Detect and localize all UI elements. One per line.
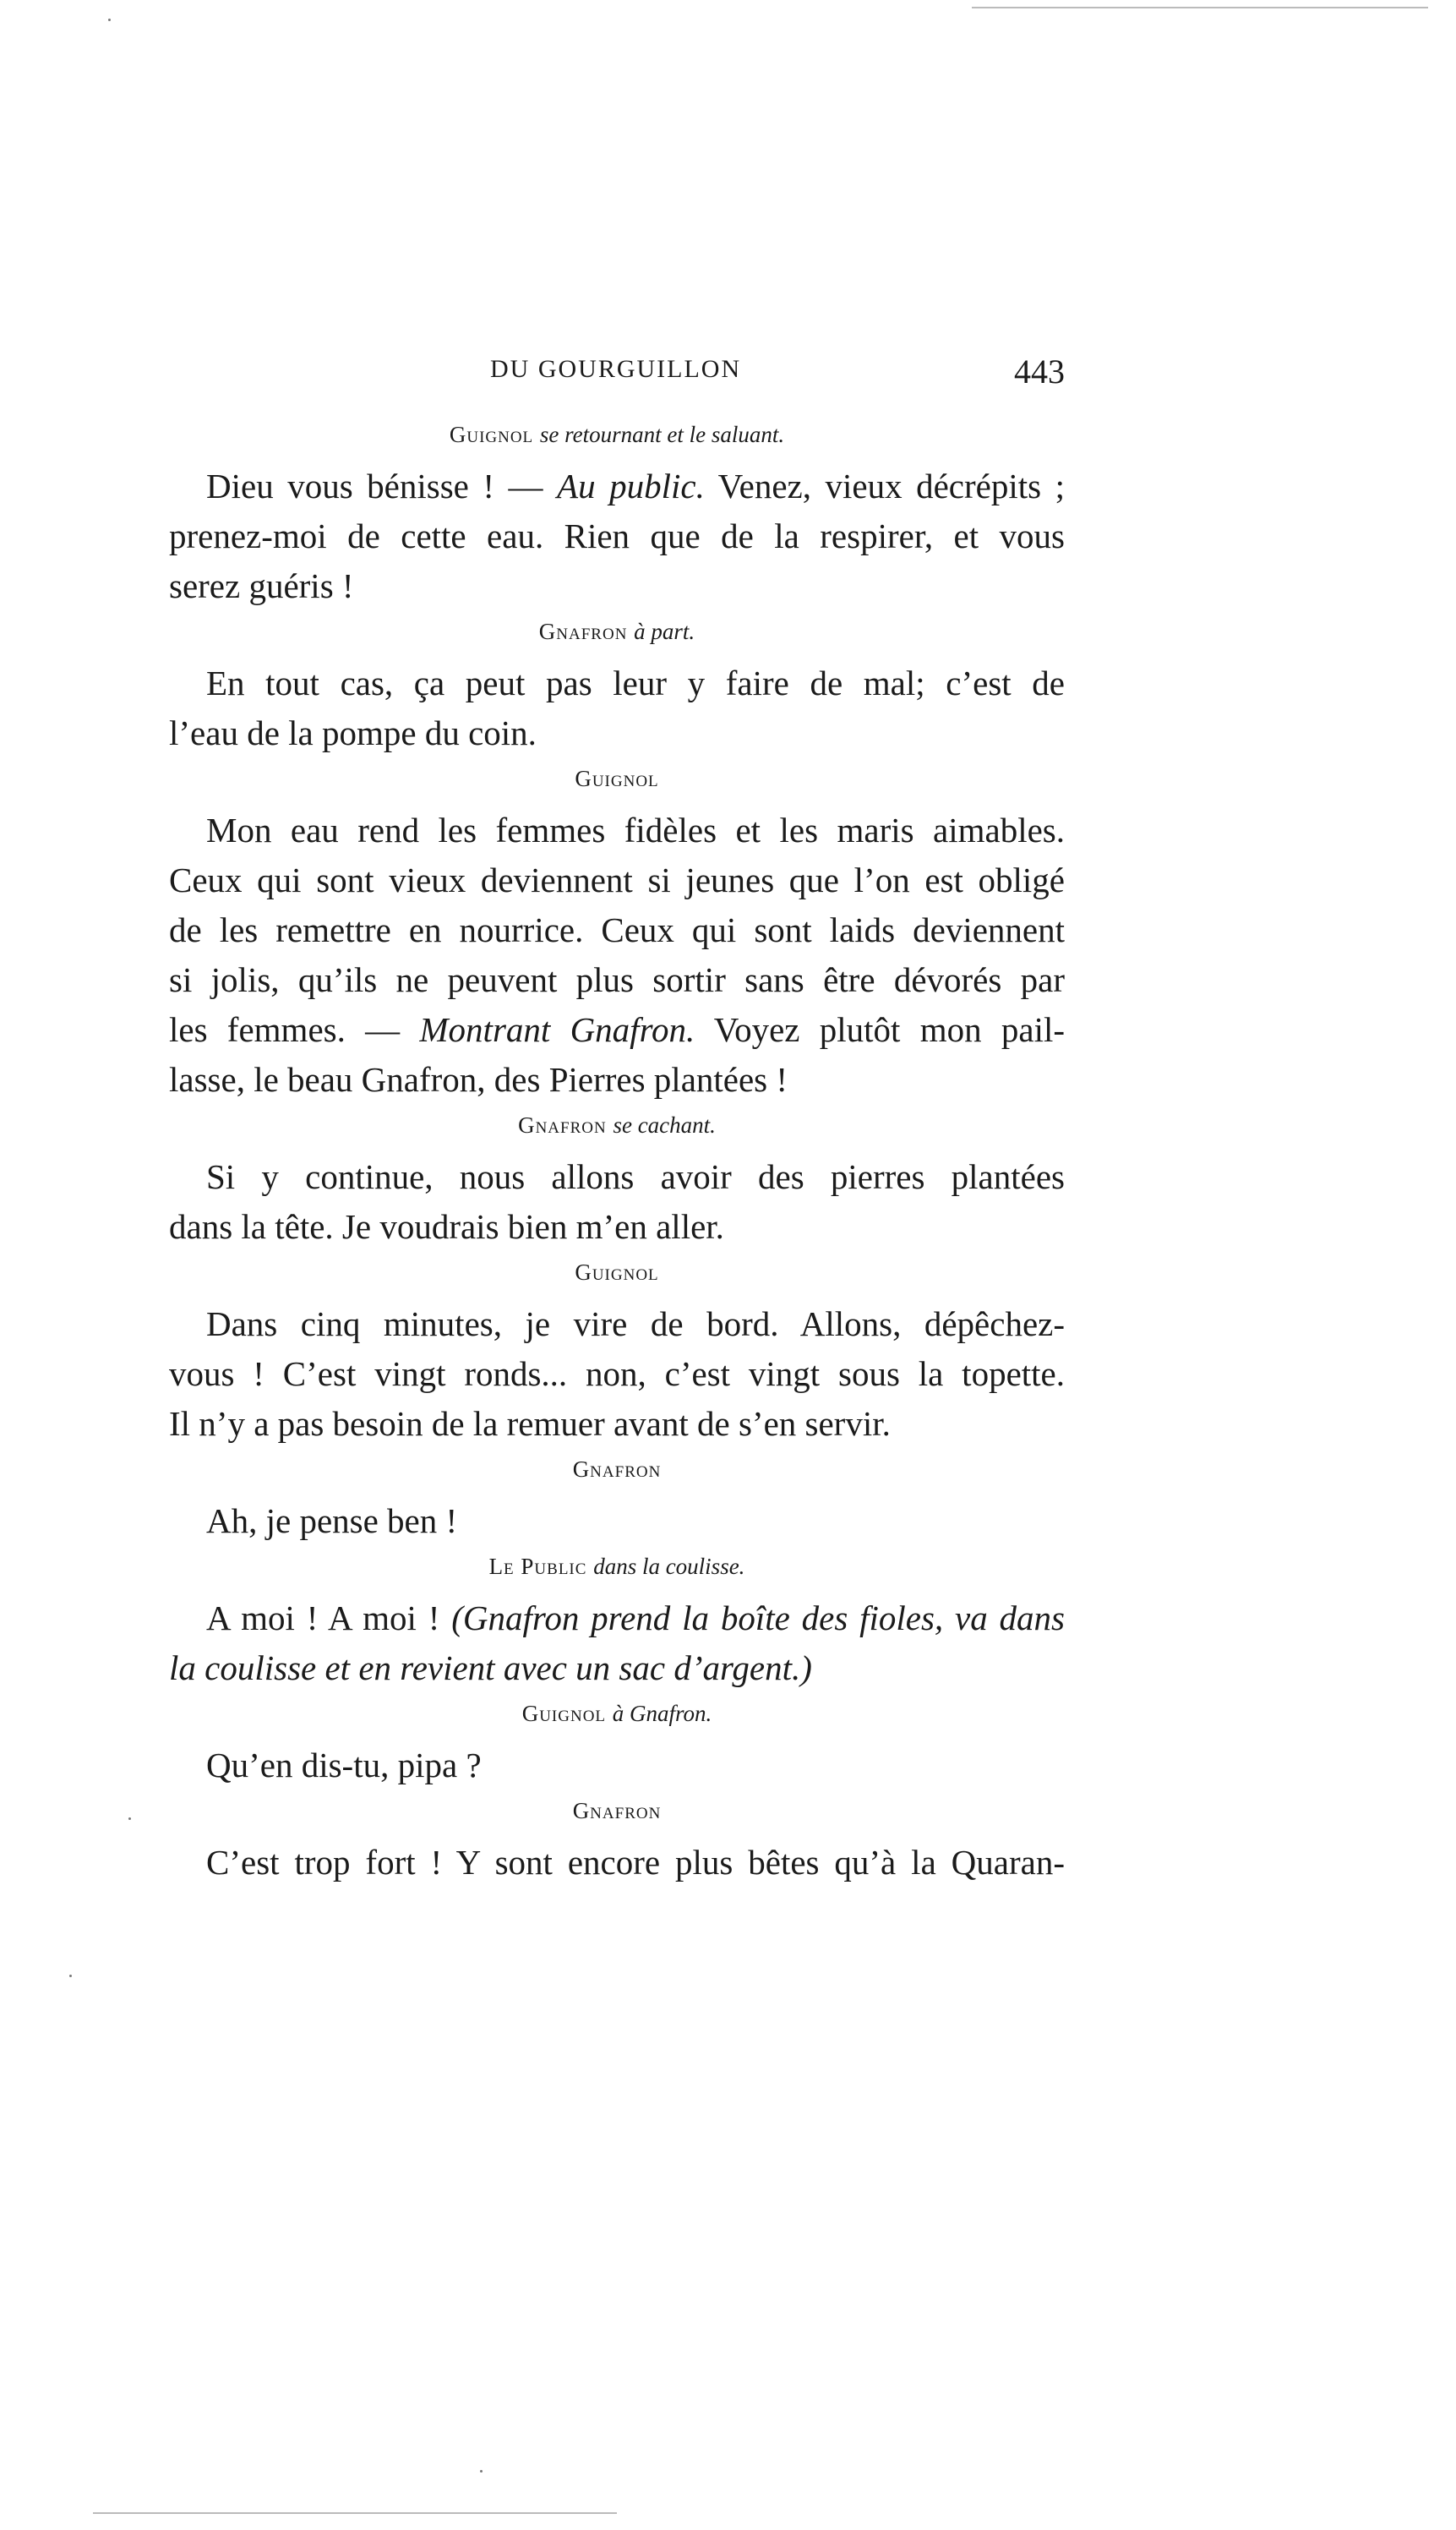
text-line: prenez-moi de cette eau. Rien que de la respirer, et vous (169, 516, 1065, 555)
scan-speck (69, 1975, 72, 1977)
running-title: DU GOURGUILLON (490, 355, 742, 383)
speaker-name: Gnafron (572, 1456, 662, 1482)
page-number: 443 (1014, 352, 1065, 391)
text-line (169, 1593, 1065, 1643)
text-line: Ah, je pense ben ! (206, 1501, 458, 1540)
speaker-name: Gnafron (572, 1798, 662, 1823)
text-line: Ceux qui sont vieux deviennent si jeunes que l’on est obligé (169, 861, 1065, 899)
speaker-name: Guignol (575, 1260, 659, 1285)
text-line: lasse, le beau Gnafron, des Pierres plantées ! (169, 1060, 788, 1099)
speaker-heading (169, 1795, 1065, 1826)
speaker-heading (169, 616, 1065, 647)
speaker-heading (169, 1454, 1065, 1484)
text-span: A moi ! A moi ! (206, 1598, 440, 1637)
stage-direction: se retournant et le saluant. (539, 422, 785, 447)
speaker-name: Guignol (449, 422, 534, 447)
scan-speck (108, 19, 111, 21)
text-line: En tout cas, ça peut pas leur y faire de mal; c’est de (206, 664, 1065, 702)
text-line: C’est trop fort ! Y sont encore plus bêtes qu’à la Quaran- (206, 1843, 1065, 1882)
speaker-heading (169, 1110, 1065, 1140)
scan-speck (128, 1817, 131, 1820)
stage-direction-inline: Au public. (557, 467, 705, 505)
text-line: Mon eau rend les femmes fidèles et les maris aimables. (206, 811, 1065, 850)
text-line: vous ! C’est vingt ronds... non, c’est vingt sous la topette. (169, 1354, 1065, 1393)
text-span: les femmes. — (169, 1010, 401, 1049)
text-span: Voyez plutôt mon pail- (713, 1010, 1066, 1049)
text-line (169, 462, 1065, 511)
text-line: la coulisse et en revient avec un sac d’argent.) (169, 1648, 812, 1687)
scan-edge (972, 7, 1428, 8)
text-line: serez guéris ! (169, 566, 354, 605)
speaker-name: Le Public (488, 1554, 587, 1579)
speaker-heading (169, 1257, 1065, 1287)
stage-direction-inline: Montrant Gnafron. (419, 1010, 695, 1049)
stage-direction: dans la coulisse. (593, 1554, 745, 1579)
speaker-heading (169, 419, 1065, 450)
scan-speck (480, 2470, 483, 2473)
text-line: Il n’y a pas besoin de la remuer avant de s’en servir. (169, 1404, 891, 1443)
text-line (169, 1005, 1065, 1055)
speaker-name: Gnafron (538, 619, 628, 644)
speaker-heading (169, 763, 1065, 794)
stage-direction: à Gnafron. (612, 1701, 712, 1726)
text-line: Si y continue, nous allons avoir des pierres plantées (206, 1157, 1065, 1196)
text-span: Dieu vous bénisse ! — (206, 467, 543, 505)
stage-direction: à part. (634, 619, 695, 644)
speaker-name: Guignol (521, 1701, 607, 1726)
text-line: de les remettre en nourrice. Ceux qui sont laids deviennent (169, 910, 1065, 949)
speaker-heading (169, 1551, 1065, 1582)
text-line: si jolis, qu’ils ne peuvent plus sortir sans être dévorés par (169, 960, 1065, 999)
text-line: l’eau de la pompe du coin. (169, 713, 537, 752)
body-text (169, 414, 1065, 1888)
text-line: Dans cinq minutes, je vire de bord. Allons, dépêchez- (206, 1304, 1065, 1343)
speaker-name: Gnafron (518, 1112, 607, 1138)
running-head (169, 352, 1065, 397)
scan-edge (93, 2512, 617, 2514)
text-span: Venez, vieux décrépits ; (717, 467, 1065, 505)
stage-direction: se cachant. (613, 1112, 716, 1138)
stage-direction-inline: (Gnafron prend la boîte des fioles, va dans (451, 1598, 1065, 1637)
speaker-name: Guignol (575, 766, 659, 791)
text-line: dans la tête. Je voudrais bien m’en aller. (169, 1207, 724, 1246)
speaker-heading (169, 1698, 1065, 1729)
text-line: Qu’en dis-tu, pipa ? (206, 1746, 482, 1784)
